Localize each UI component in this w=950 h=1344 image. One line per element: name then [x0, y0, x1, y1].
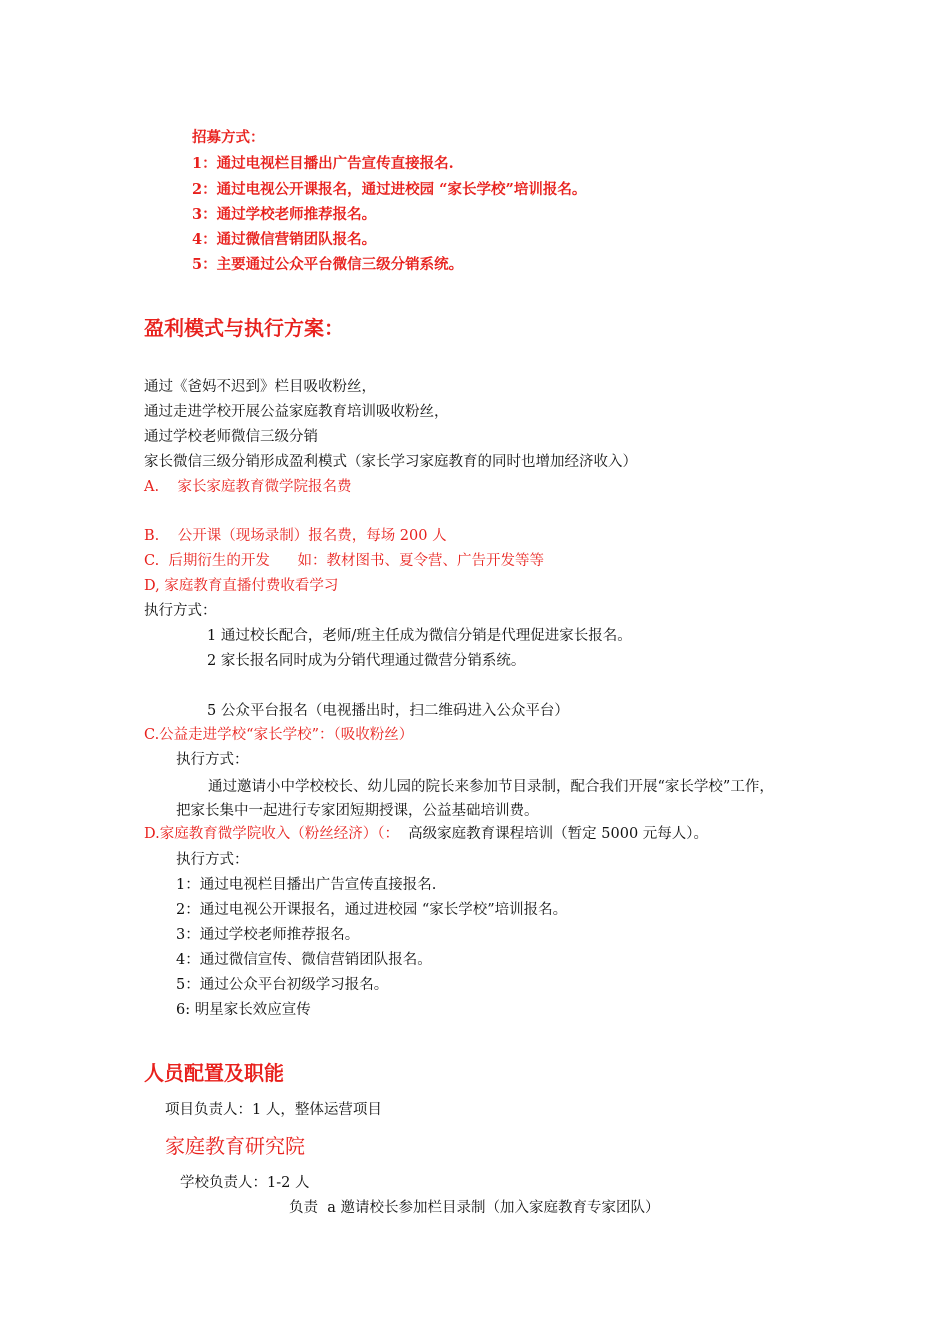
recruit-item: 4：通过微信营销团队报名。 — [192, 231, 377, 248]
school-exec-text: 通过邀请小中学校校长、幼儿园的院长来参加节目录制，配合我们开展“家长学校”工作，把家长集中一起进行专家团短期授课，公益基础培训费。 — [176, 779, 774, 819]
profit-line: 通过走进学校开展公益家庭教育培训吸收粉丝， — [144, 404, 449, 420]
profit-item-b: B. 公开课（现场录制）报名费，每场 200 人 — [144, 528, 447, 544]
exec-item: 2 家长报名同时成为分销代理通过微营分销系统。 — [207, 653, 526, 669]
profit-item-c: C. 后期衍生的开发 如：教材图书、夏令营、广告开发等等 — [144, 553, 545, 569]
micro-exec-item: 3：通过学校老师推荐报名。 — [176, 927, 360, 943]
profit-line: 通过《爸妈不迟到》栏目吸收粉丝， — [144, 379, 376, 395]
project-lead: 项目负责人：1 人，整体运营项目 — [165, 1102, 382, 1118]
profit-heading: 盈利模式与执行方案： — [144, 316, 344, 340]
recruit-title: 招募方式： — [192, 129, 265, 146]
recruit-item: 2：通过电视公开课报名，通过进校园 “家长学校”培训报名。 — [192, 181, 587, 198]
profit-item-d: D, 家庭教育直播付费收看学习 — [144, 578, 339, 594]
recruit-item: 1：通过电视栏目播出广告宣传直接报名. — [192, 155, 454, 172]
micro-exec-item: 4：通过微信宣传、微信营销团队报名。 — [176, 952, 432, 968]
micro-college-title-rest: 高级家庭教育课程培训（暂定 5000 元每人）。 — [398, 826, 709, 842]
school-exec-label: 执行方式： — [176, 752, 249, 768]
school-lead-duty: 负责 a 邀请校长参加栏目录制（加入家庭教育专家团队） — [289, 1200, 660, 1216]
exec-item: 5 公众平台报名（电视播出时，扫二维码进入公众平台） — [207, 703, 569, 719]
school-section-title: C.公益走进学校“家长学校”：（吸收粉丝） — [144, 727, 414, 743]
profit-item-a: A. 家长家庭教育微学院报名费 — [144, 479, 352, 495]
school-lead: 学校负责人：1-2 人 — [180, 1175, 310, 1191]
profit-line: 通过学校老师微信三级分销 — [144, 429, 318, 445]
micro-exec-item: 5：通过公众平台初级学习报名。 — [176, 977, 389, 993]
micro-exec-item: 1：通过电视栏目播出广告宣传直接报名. — [176, 877, 437, 893]
institute-heading: 家庭教育研究院 — [165, 1134, 305, 1158]
micro-college-title — [144, 824, 708, 844]
exec-item: 1 通过校长配合，老师/班主任成为微信分销是代理促进家长报名。 — [207, 628, 632, 644]
micro-college-title-red: D.家庭教育微学院收入（粉丝经济）（： — [144, 826, 399, 842]
recruit-item: 3：通过学校老师推荐报名。 — [192, 206, 377, 223]
micro-exec-item: 6: 明星家长效应宣传 — [176, 1002, 311, 1018]
exec-label: 执行方式： — [144, 603, 217, 619]
staff-heading: 人员配置及职能 — [144, 1061, 284, 1085]
recruit-item: 5：主要通过公众平台微信三级分销系统。 — [192, 256, 464, 273]
micro-exec-label: 执行方式： — [176, 852, 249, 868]
profit-line: 家长微信三级分销形成盈利模式（家长学习家庭教育的同时也增加经济收入） — [144, 454, 637, 470]
micro-exec-item: 2：通过电视公开课报名，通过进校园 “家长学校”培训报名。 — [176, 902, 568, 918]
